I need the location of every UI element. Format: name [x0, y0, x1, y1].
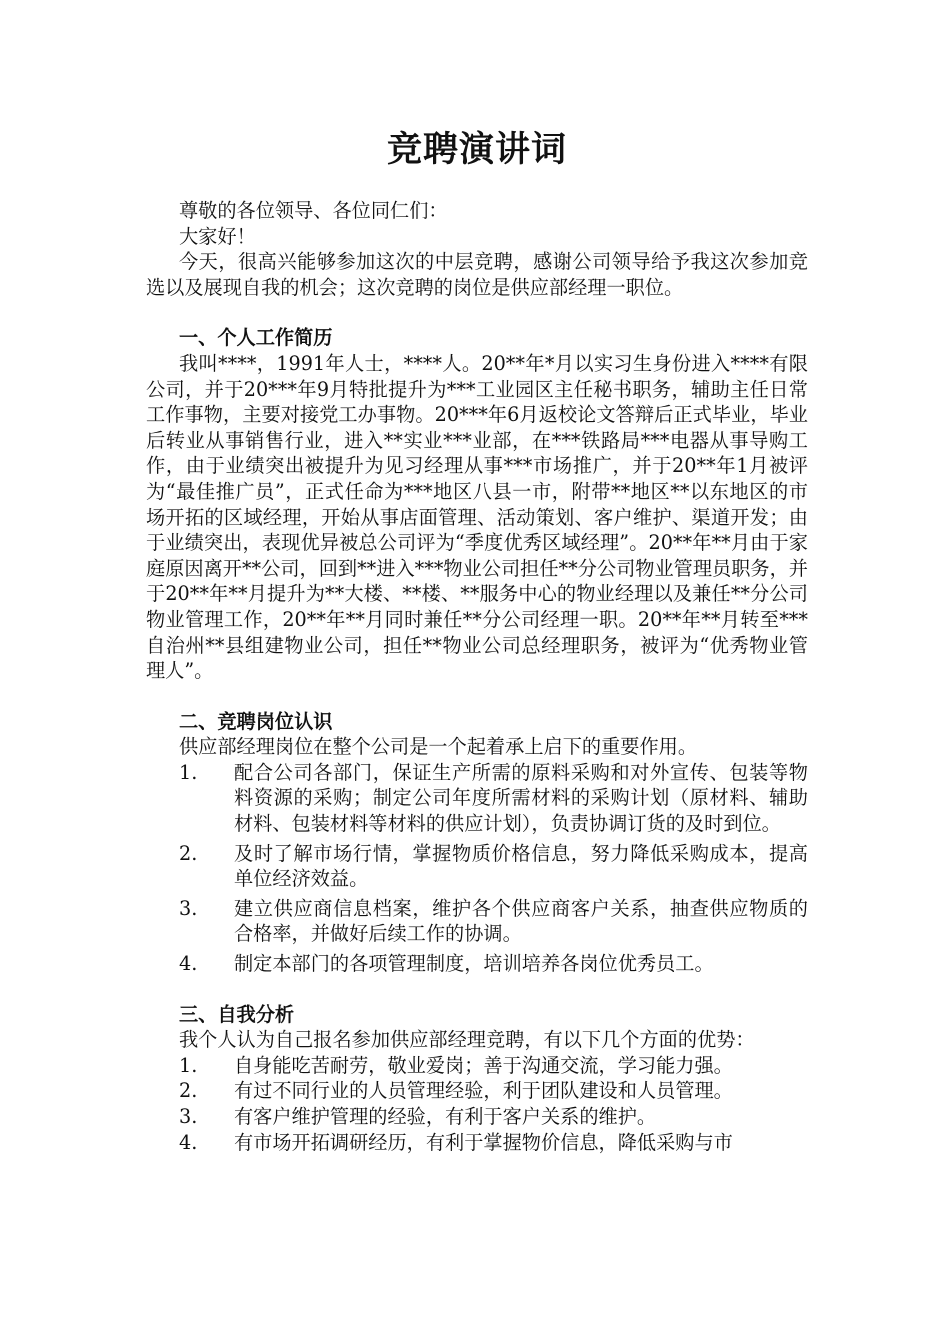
- list-item-number: 4.: [179, 1130, 198, 1154]
- list-item-number: 1.: [179, 760, 198, 784]
- section-1-heading: 一、个人工作简历: [179, 326, 333, 350]
- list-item: [146, 1078, 808, 1104]
- list-item-text: 建立供应商信息档案，维护各个供应商客户关系，抽查供应物质的合格率，并做好后续工作的协调。: [234, 896, 808, 946]
- list-item-number: 4.: [179, 952, 198, 976]
- list-item: [146, 1053, 808, 1079]
- list-item-number: 3.: [179, 896, 198, 920]
- list-item-text: 自身能吃苦耐劳，敬业爱岗；善于沟通交流，学习能力强。: [234, 1053, 733, 1077]
- section-2-lead: 供应部经理岗位在整个公司是一个起着承上启下的重要作用。: [179, 735, 698, 759]
- list-item: [146, 841, 808, 892]
- list-item-number: 2.: [179, 841, 198, 865]
- document-body: [146, 198, 808, 1155]
- list-item-number: 3.: [179, 1105, 198, 1128]
- section-2-heading: 二、竞聘岗位认识: [179, 709, 333, 733]
- list-item-text: 及时了解市场行情，掌握物质价格信息，努力降低采购成本，提高单位经济效益。: [234, 841, 808, 891]
- list-item-text: 有市场开拓调研经历，有利于掌握物价信息，降低采购与市: [234, 1130, 733, 1154]
- section-1-paragraph: 我叫****，1991年人士，****人。20**年*月以实习生身份进入****有限公司，并于20***年9月特批提升为***工业园区主任秘书职务，辅助主任日常工作事物，主要对接党工办事物。20***年6月返校论文答辩后正式毕业，毕业后转业从事销售行业，进入**实业***业部，在***铁路局***电器从事导购工作，由于业绩突出被提升为见习经理从事***市场推广，并于20**年1月被评为“最佳推广员”，正式任命为***地区八县一市，附带**地区**以东地区的市场开拓的区域经理，开始从事店面管理、活动策划、客户维护、渠道开发；由于业绩突出，表现优异被总公司评为“季度优秀区域经理”。20**年**月由于家庭原因离开**公司，回到**进入***物业公司担任**分公司物业管理员职务，并于20**年**月提升为**大楼、**楼、**服务中心的物业经理以及兼任**分公司物业管理工作，20**年**月同时兼任**分公司经理一职。20**年**月转至***自治州**县组建物业公司，担任**物业公司总经理职务，被评为“优秀物业管理人”。: [146, 351, 808, 683]
- list-item-text: 有过不同行业的人员管理经验，利于团队建设和人员管理。: [234, 1079, 733, 1103]
- list-item-text: 有客户维护管理的经验，有利于客户关系的维护。: [234, 1105, 657, 1128]
- intro-paragraph: 今天，很高兴能够参加这次的中层竞聘，感谢公司领导给予我这次参加竞选以及展现自我的机会；这次竞聘的岗位是供应部经理一职位。: [146, 250, 808, 299]
- list-item: [146, 896, 808, 947]
- list-item: [146, 760, 808, 837]
- list-item-number: 2.: [179, 1079, 198, 1103]
- section-3-lead: 我个人认为自己报名参加供应部经理竞聘，有以下几个方面的优势：: [179, 1028, 755, 1052]
- section-3-list: [146, 1053, 808, 1155]
- list-item-text: 配合公司各部门，保证生产所需的原料采购和对外宣传、包装等物料资源的采购；制定公司年度所需材料的采购计划（原材料、辅助材料、包装材料等材料的供应计划），负责协调订货的及时到位。: [234, 760, 808, 836]
- list-item: [146, 1104, 808, 1130]
- list-item: [146, 951, 808, 977]
- list-item-text: 制定本部门的各项管理制度，培训培养各岗位优秀员工。: [234, 952, 714, 976]
- list-item-number: 1.: [179, 1053, 198, 1077]
- section-2-list: [146, 760, 808, 977]
- list-item: [146, 1130, 808, 1156]
- greeting: 尊敬的各位领导、各位同仁们：: [179, 199, 448, 222]
- hello: 大家好！: [179, 224, 256, 248]
- document-title: 竞聘演讲词: [386, 129, 567, 170]
- section-3-heading: 三、自我分析: [179, 1002, 295, 1026]
